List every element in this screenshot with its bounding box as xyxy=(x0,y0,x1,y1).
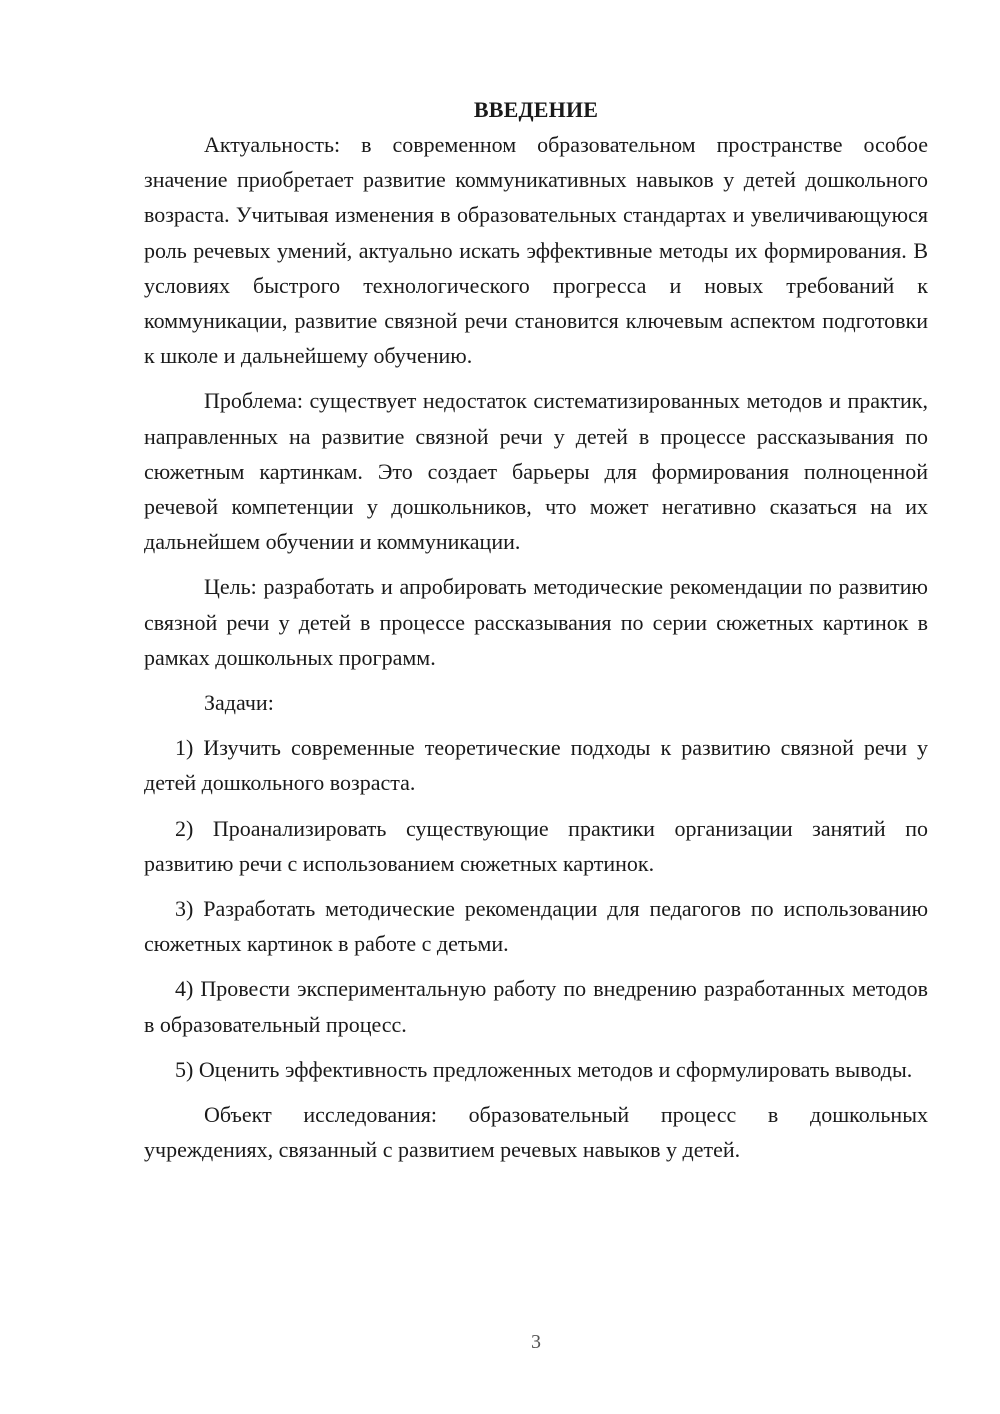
task-item-3: 3) Разработать методические рекомендации для педагогов по использованию сюжетных картинок в работе с детьми. xyxy=(144,896,928,957)
tasks-heading: Задачи: xyxy=(204,690,274,716)
page-title: ВВЕДЕНИЕ xyxy=(473,97,599,122)
task-item-5: 5) Оценить эффективность предложенных методов и сформулировать выводы. xyxy=(175,1056,913,1082)
goal-paragraph: Цель: разработать и апробировать методические рекомендации по развитию связной речи у детей в процессе рассказывания по серии сюжетных картинок в рамках дошкольных программ. xyxy=(144,574,928,670)
relevance-paragraph: Актуальность: в современном образовательном пространстве особое значение приобретает развитие коммуникативных навыков у детей дошкольного возраста. Учитывая изменения в образовательных стандартах и увеличивающуюся роль речевых умений, актуально искать эффективные методы их формирования. В условиях быстрого технологического прогресса и новых требований к коммуникации, развитие связной речи становится ключевым аспектом подготовки к школе и дальнейшему обучению. xyxy=(144,132,928,369)
task-item-4: 4) Провести экспериментальную работу по внедрению разработанных методов в образовательный процесс. xyxy=(144,976,928,1037)
task-item-1: 1) Изучить современные теоретические подходы к развитию связной речи у детей дошкольного возраста. xyxy=(144,735,928,796)
task-item-2: 2) Проанализировать существующие практики организации занятий по развитию речи с использованием сюжетных картинок. xyxy=(144,815,928,876)
page-number: 3 xyxy=(531,1331,541,1353)
object-paragraph: Объект исследования: образовательный процесс в дошкольных учреждениях, связанный с развитием речевых навыков у детей. xyxy=(144,1102,928,1163)
problem-paragraph: Проблема: существует недостаток систематизированных методов и практик, направленных на развитие связной речи у детей в процессе рассказывания по сюжетным картинкам. Это создает барьеры для формирования полноценной речевой компетенции у дошкольников, что может негативно сказаться на их дальнейшем обучении и коммуникации. xyxy=(144,388,928,555)
document-page xyxy=(144,92,928,1177)
